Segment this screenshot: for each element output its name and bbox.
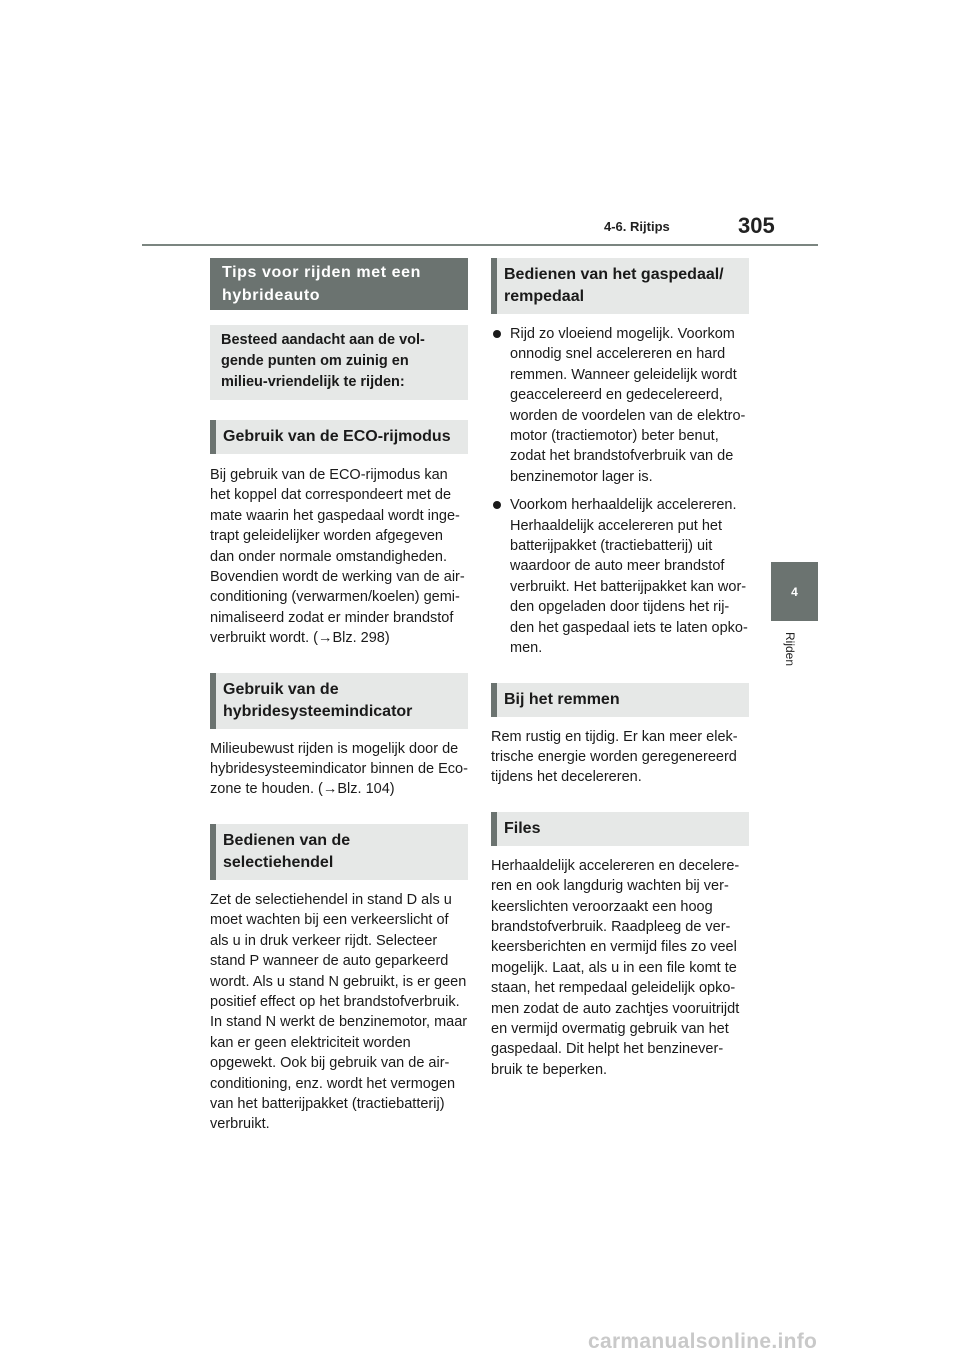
text-selector-lever: Zet de selectiehendel in stand D als u moet wachten bij een verkeerslicht of als u in druk verkeer rijdt. Selecteer stand P wanneer de auto geparkeerd wordt. Als u stand N gebruikt, is er geen positief effect op het brandstofverbruik. In stand N werkt de benzinemotor, maar kan er geen elektriciteit worden opgewekt. Ook bij gebruik van de air-conditioning, enz. wordt het vermogen van het batterijpakket (tractiebatterij) verbruikt. (210, 891, 468, 1133)
right-column (491, 258, 749, 1080)
heading-eco-mode: Gebruik van de ECO-rijmodus (210, 420, 468, 454)
text-braking: Rem rustig en tijdig. Er kan meer elek-trische energie worden geregenereerd tijdens het decelereren. (491, 728, 738, 786)
intro-box: Besteed aandacht aan de vol-gende punten om zuinig en milieu-vriendelijk te rijden: (210, 325, 468, 400)
bullet-icon (493, 501, 501, 509)
heading-braking: Bij het remmen (491, 683, 749, 717)
heading-selector-lever: Bedienen van de selectiehendel (210, 824, 468, 880)
chapter-tab[interactable] (771, 562, 818, 621)
heading-traffic-jams: Files (491, 812, 749, 846)
text-traffic-jams: Herhaaldelijk accelereren en decelere-ren en ook langdurig wachten bij ver-keerslichten veroorzaakt een hoog brandstofverbruik. Raadpleeg de ver-keersberichten en vermijd files zo veel mogelijk. Laat, als u in een file komt te staan, het rempedaal geleidelijk opko-men zodat de auto zachtjes vooruitrijdt en vermijd overmatig gebruik van het gaspedaal. Dit helpt het benzinever-bruik te beperken. (491, 857, 740, 1078)
text-hybrid-indicator: Milieubewust rijden is mogelijk door de hybridesysteemindicator binnen de Eco-zone te houden. (→Blz. 104) (210, 740, 468, 798)
text-eco-mode: Bij gebruik van de ECO-rijmodus kan het koppel dat correspondeert met de mate waarin het gaspedaal wordt inge-trapt geleidelijker worden afgegeven dan onder normale omstandigheden. Bovendien wordt de werking van de air-conditioning (verwarmen/koelen) gemi-nimaliseerd zodat er minder brandstof verbruikt wordt. (→Blz. 298) (210, 467, 465, 647)
main-title: Tips voor rijden met een hybrideauto (210, 258, 468, 310)
section-title: 4-6. Rijtips (604, 219, 670, 234)
heading-hybrid-indicator: Gebruik van de hybridesysteemindicator (210, 673, 468, 729)
bullet-icon (493, 330, 501, 338)
chapter-label: Rijden (783, 632, 797, 667)
page-number: 305 (738, 213, 775, 238)
bullet-text: Rijd zo vloeiend mogelijk. Voorkom onnodig snel accelereren en hard remmen. Wanneer geleidelijk wordt geaccelereerd en gedecelereerd, worden de voordelen van de elektro-motor (tractiemotor) beter benut, zodat het brandstofverbruik van de benzinemotor lager is. (510, 326, 746, 485)
header-divider (142, 244, 818, 246)
left-column (210, 258, 468, 1135)
bullet-text: Voorkom herhaaldelijk accelereren. Herhaaldelijk accelereren put het batterijpakket (tractiebatterij) uit waardoor de auto meer brandstof verbruikt. Het batterijpakket kan wor-den opgeladen door tijdens het rij-den het gaspedaal iets te laten opko-men. (510, 497, 748, 657)
list-item (491, 495, 749, 658)
chapter-number: 4 (791, 584, 798, 599)
heading-pedals: Bedienen van het gaspedaal/ rempedaal (491, 258, 749, 314)
list-item (491, 324, 749, 487)
watermark: carmanualsonline.info (588, 1330, 818, 1353)
